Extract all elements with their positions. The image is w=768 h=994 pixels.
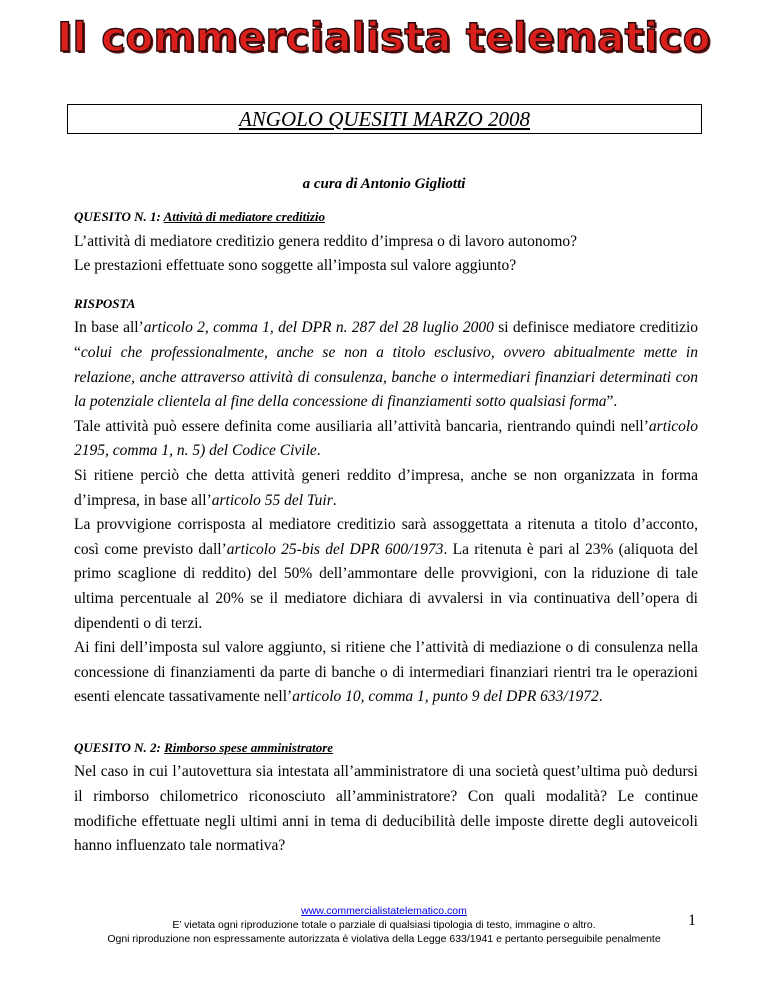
copyright-line-2: Ogni riproduzione non espressamente autorizzata è violativa della Legge 633/1941 e pertanto perseguibile penalmente [107, 933, 661, 945]
answer-1-paragraph-4: La provvigione corrisposta al mediatore creditizio sarà assoggettata a ritenuta a titolo d’acconto, così come previsto dall’articolo 25-bis del DPR 600/1973. La ritenuta è pari al 23% (aliquota del primo scaglione di reddito) del 50% dell’ammontare delle provvigioni, con la riduzione di tale ultima percentuale al 20% se il mediatore dichiara di avvalersi in via continuativa dell’opera di dipendenti o di terzi. [74, 516, 699, 632]
legal-reference: articolo 10, comma 1, punto 9 del DPR 633/1972 [292, 688, 599, 706]
author-line: a cura di Antonio Gigliotti [302, 176, 466, 192]
definition-quote: colui che professionalmente, anche se non a titolo esclusivo, ovvero abitualmente mette in relazione, anche attraverso attività di consulenza, banche o intermediari finanziari determinati con la potenziale clientela al fine della concessione di finanziamenti sotto qualsiasi forma [74, 343, 698, 411]
page-footer [0, 904, 768, 946]
question-2-topic: Rimborso spese amministratore [164, 739, 334, 755]
question-2-label: QUESITO N. 2: [74, 739, 165, 755]
question-1-line-2: Le prestazioni effettuate sono soggette all’imposta sul valore aggiunto? [74, 257, 517, 275]
question-1-topic: Attività di mediatore creditizio [163, 209, 325, 224]
question-1-line-1: L’attività di mediatore creditizio genera reddito d’impresa o di lavoro autonomo? [74, 232, 578, 250]
legal-reference: articolo 2195, comma 1, n. 5) del Codice Civile [74, 417, 698, 460]
question-1-heading [74, 205, 698, 230]
question-2-heading [74, 736, 698, 761]
question-2-text: Nel caso in cui l’autovettura sia intestata all’amministratore di una società quest’ultima può dedursi il rimborso chilometrico riconosciuto all’amministratore? Con quali modalità? Le continue modifiche effettuate negli ultimi anni in tema di deducibilità delle imposte dirette degli autoveicoli hanno influenzato tale normativa? [74, 763, 698, 855]
answer-1-paragraph-3: Si ritiene perciò che detta attività generi reddito d’impresa, anche se non organizzata in forma d’impresa, in base all’articolo 55 del Tuir. [74, 466, 698, 509]
legal-reference: articolo 2, comma 1, del DPR n. 287 del 28 luglio 2000 [143, 319, 494, 337]
page-number: 1 [688, 912, 696, 929]
answer-1-heading: RISPOSTA [74, 295, 136, 311]
question-1-label: QUESITO N. 1: [74, 209, 161, 224]
document-title-box [67, 104, 702, 134]
answer-1-paragraph-1: In base all’articolo 2, comma 1, del DPR n. 287 del 28 luglio 2000 si definisce mediatore creditizio “colui che professionalmente, anche se non a titolo esclusivo, ovvero abitualmente mette in relazione, anche attraverso attività di consulenza, banche o intermediari finanziari determinati con la potenziale clientela al fine della concessione di finanziamenti sotto qualsiasi forma”. [74, 319, 699, 411]
legal-reference: articolo 25-bis del DPR 600/1973 [226, 540, 444, 558]
answer-1-paragraph-2: Tale attività può essere definita come ausiliaria all’attività bancaria, rientrando quindi nell’articolo 2195, comma 1, n. 5) del Codice Civile. [74, 417, 698, 460]
answer-1-paragraph-5: Ai fini dell’imposta sul valore aggiunto, si ritiene che l’attività di mediazione o di consulenza nella concessione di finanziamenti da parte di banche o di intermediari finanziari rientri tra le operazioni esenti elencate tassativamente nell’articolo 10, comma 1, punto 9 del DPR 633/1972. [74, 639, 698, 706]
website-link[interactable]: www.commercialistatelematico.com [301, 905, 467, 917]
site-logo: Il commercialista telematico [57, 15, 711, 61]
legal-reference: articolo 55 del Tuir [211, 491, 333, 509]
copyright-line-1: E’ vietata ogni riproduzione totale o parziale di qualsiasi tipologia di testo, immagine o altro. [172, 919, 596, 931]
document-title: ANGOLO QUESITI MARZO 2008 [238, 106, 531, 131]
document-body [74, 205, 698, 859]
